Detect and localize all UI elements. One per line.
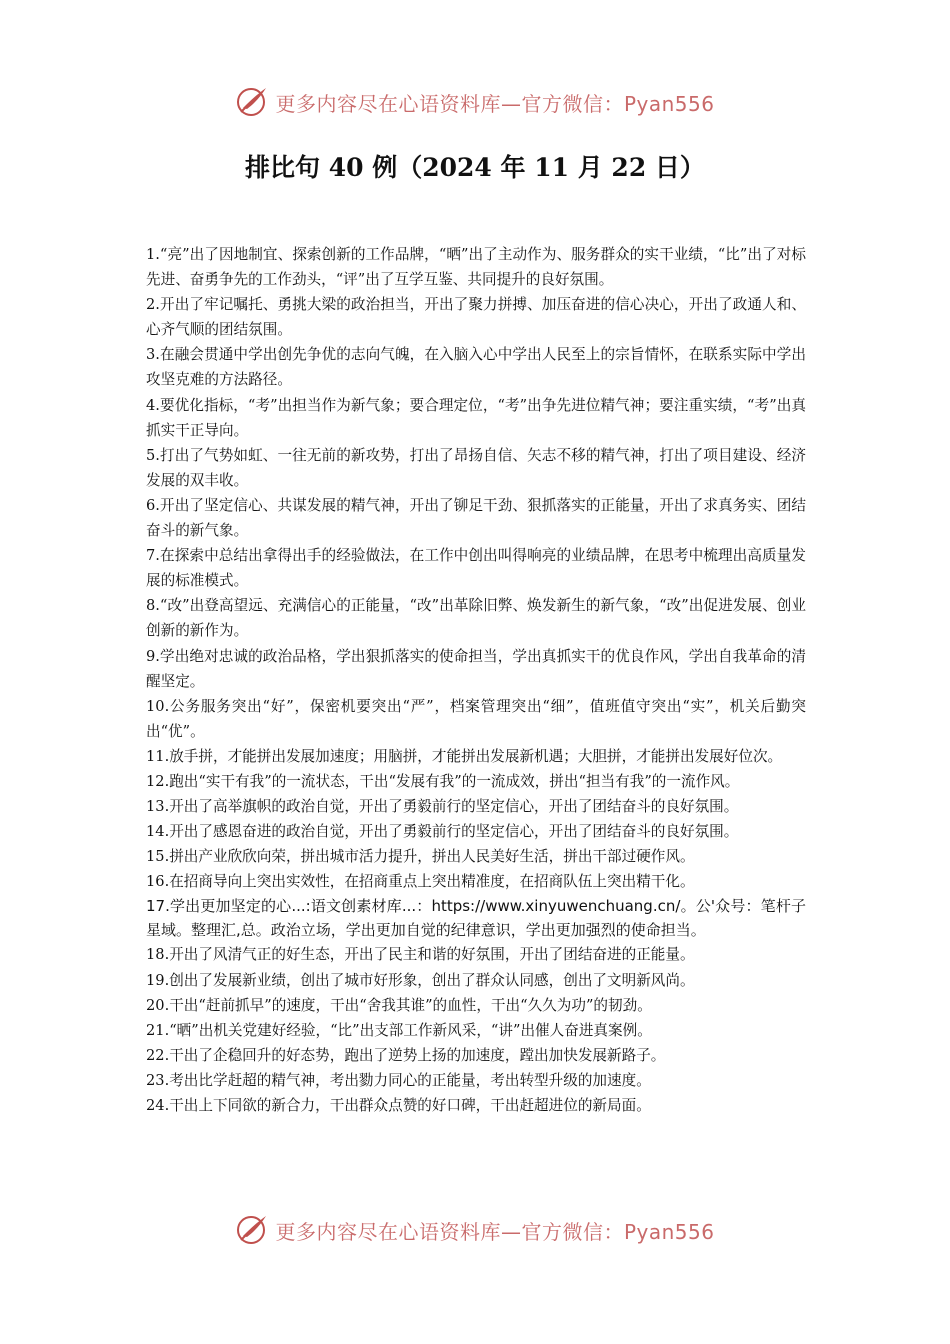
banner-text: 更多内容尽在心语资料库—官方微信：Pyan556 [275,1219,715,1244]
list-item: 24.干出上下同欲的新合力，干出群众点赞的好口碑，干出赶超进位的新局面。 [146,1097,651,1114]
list-item: 23.考出比学赶超的精气神，考出勠力同心的正能量，考出转型升级的加速度。 [146,1071,651,1089]
list-item: 2.开出了牢记嘱托、勇挑大梁的政治担当，开出了聚力拼搏、加压奋进的信心决心，开出了政通人和、心齐气顺的团结氛围。 [146,296,806,339]
document-body [146,242,806,1118]
list-item: 20.干出“赶前抓早”的速度，干出“舍我其谁”的血性，干出“久久为功”的韧劲。 [146,996,652,1014]
list-item: 18.开出了风清气正的好生态，开出了民主和谐的好氛围，开出了团结奋进的正能量。 [146,946,695,964]
list-item: 3.在融会贯通中学出创先争优的志向气魄，在入脑入心中学出人民至上的宗旨情怀，在联系实际中学出攻坚克难的方法路径。 [146,346,806,389]
list-item-watermark-inserted: 17.学出更加坚定的心...:语文创素材库...：https://www.xinyuwenchuang.cn/。公'众号：笔杆子星域。整理汇,总。政治立场，学出更加自觉的纪律意识，学出更加强烈的使命担当。 [146,897,806,940]
list-item: 22.干出了企稳回升的好态势，跑出了逆势上扬的加速度，蹚出加快发展新路子。 [146,1046,666,1064]
quill-logo-icon [235,1212,271,1248]
list-item: 21.“晒”出机关党建好经验，“比”出支部工作新风采，“讲”出催人奋进真案例。 [146,1021,652,1039]
list-item: 10.公务服务突出“好”，保密机要突出“严”，档案管理突出“细”，值班值守突出“实”，机关后勤突出“优”。 [146,697,806,740]
list-item: 12.跑出“实干有我”的一流状态，干出“发展有我”的一流成效，拼出“担当有我”的一流作风。 [146,772,740,790]
list-item: 6.开出了坚定信心、共谋发展的精气神，开出了铆足干劲、狠抓落实的正能量，开出了求真务实、团结奋斗的新气象。 [146,496,806,540]
list-item: 11.放手拼，才能拼出发展加速度；用脑拼，才能拼出发展新机遇；大胆拼，才能拼出发展好位次。 [146,747,783,765]
page-title: 排比句 40 例（2024 年 11 月 22 日） [245,153,705,182]
list-item: 16.在招商导向上突出实效性，在招商重点上突出精准度，在招商队伍上突出精干化。 [146,873,695,891]
list-item: 5.打出了气势如虹、一往无前的新攻势，打出了昂扬自信、矢志不移的精气神，打出了项目建设、经济发展的双丰收。 [146,446,806,489]
list-item: 14.开出了感恩奋进的政治自觉，开出了勇毅前行的坚定信心，开出了团结奋斗的良好氛围。 [146,823,739,841]
list-item: 15.拼出产业欣欣向荣，拼出城市活力提升，拼出人民美好生活，拼出干部过硬作风。 [146,848,695,866]
list-item: 13.开出了高举旗帜的政治自觉，开出了勇毅前行的坚定信心，开出了团结奋斗的良好氛围。 [146,798,739,816]
list-item: 9.学出绝对忠诚的政治品格，学出狠抓落实的使命担当，学出真抓实干的优良作风，学出自我革命的清醒坚定。 [146,647,806,690]
list-item: 8.“改”出登高望远、充满信心的正能量，“改”出革除旧弊、焕发新生的新气象，“改”出促进发展、创业创新的新作为。 [146,597,806,640]
list-item: 4.要优化指标，“考”出担当作为新气象；要合理定位，“考”出争先进位精气神；要注重实绩，“考”出真抓实干正导向。 [146,396,806,439]
list-item: 1.“亮”出了因地制宜、探索创新的工作品牌，“晒”出了主动作为、服务群众的实干业绩，“比”出了对标先进、奋勇争先的工作劲头，“评”出了互学互鉴、共同提升的良好氛围。 [146,246,806,289]
list-item: 7.在探索中总结出拿得出手的经验做法，在工作中创出叫得响亮的业绩品牌，在思考中梳理出高质量发展的标准模式。 [146,547,806,590]
quill-logo-icon [235,84,271,120]
banner-text: 更多内容尽在心语资料库—官方微信：Pyan556 [275,91,715,116]
footer-banner [0,1210,950,1250]
header-banner [0,82,950,122]
list-item: 19.创出了发展新业绩，创出了城市好形象，创出了群众认同感，创出了文明新风尚。 [146,971,695,989]
